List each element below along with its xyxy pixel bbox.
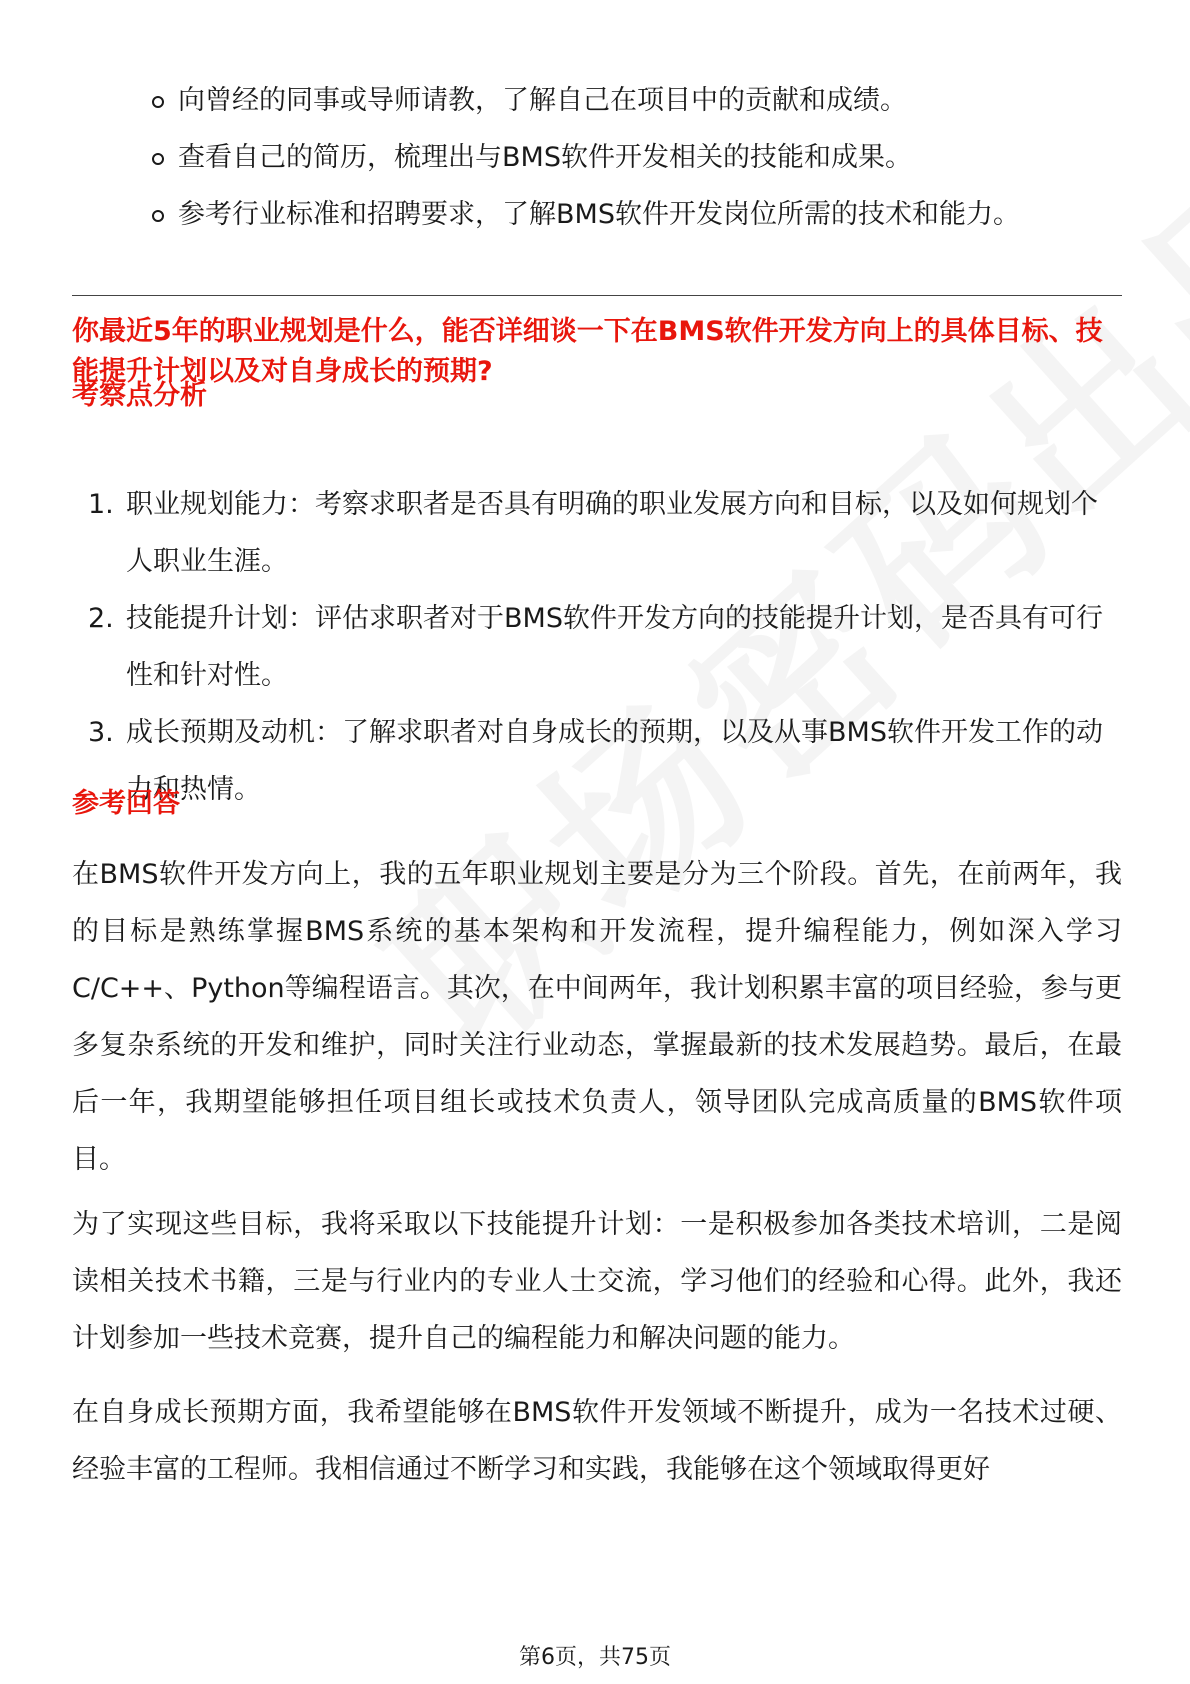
- analysis-heading: 考察点分析: [72, 380, 207, 411]
- bullet-item: 向曾经的同事或导师请教，了解自己在项目中的贡献和成绩。: [152, 72, 1112, 129]
- answer-paragraph: 在BMS软件开发方向上，我的五年职业规划主要是分为三个阶段。首先，在前两年，我的目标是熟练掌握BMS系统的基本架构和开发流程，提升编程能力，例如深入学习C/C++、Python等编程语言。其次，在中间两年，我计划积累丰富的项目经验，参与更多复杂系统的开发和维护，同时关注行业动态，掌握最新的技术发展趋势。最后，在最后一年，我期望能够担任项目组长或技术负责人，领导团队完成高质量的BMS软件项目。: [72, 859, 1122, 1175]
- page-number: 第6页，共75页: [519, 1645, 671, 1670]
- answer-paragraph: 在自身成长预期方面，我希望能够在BMS软件开发领域不断提升，成为一名技术过硬、经验丰富的工程师。我相信通过不断学习和实践，我能够在这个领域取得更好: [72, 1397, 1122, 1485]
- bullet-list: [152, 72, 1112, 243]
- bullet-item: 查看自己的简历，梳理出与BMS软件开发相关的技能和成果。: [152, 129, 1112, 186]
- bullet-item: 参考行业标准和招聘要求，了解BMS软件开发岗位所需的技术和能力。: [152, 186, 1112, 243]
- point-text: 技能提升计划：评估求职者对于BMS软件开发方向的技能提升计划，是否具有可行性和针对性。: [126, 603, 1103, 691]
- point-text: 成长预期及动机：了解求职者对自身成长的预期，以及从事BMS软件开发工作的动力和热情。: [126, 717, 1103, 805]
- answer-paragraph: 为了实现这些目标，我将采取以下技能提升计划：一是积极参加各类技术培训，二是阅读相关技术书籍，三是与行业内的专业人士交流，学习他们的经验和心得。此外，我还计划参加一些技术竞赛，提升自己的编程能力和解决问题的能力。: [72, 1209, 1122, 1354]
- analysis-point: [88, 704, 1122, 818]
- section-divider: [72, 295, 1122, 296]
- answer-heading: 参考回答: [72, 788, 180, 819]
- point-number: 3.: [88, 717, 114, 748]
- analysis-point: [88, 590, 1122, 704]
- point-number: 2.: [88, 603, 114, 634]
- point-text: 职业规划能力：考察求职者是否具有明确的职业发展方向和目标，以及如何规划个人职业生涯。: [126, 489, 1098, 577]
- analysis-list: [88, 476, 1122, 818]
- analysis-point: [88, 476, 1122, 590]
- question-title: 你最近5年的职业规划是什么，能否详细谈一下在BMS软件开发方向上的具体目标、技能提升计划以及对自身成长的预期?: [72, 316, 1103, 387]
- point-number: 1.: [88, 489, 114, 520]
